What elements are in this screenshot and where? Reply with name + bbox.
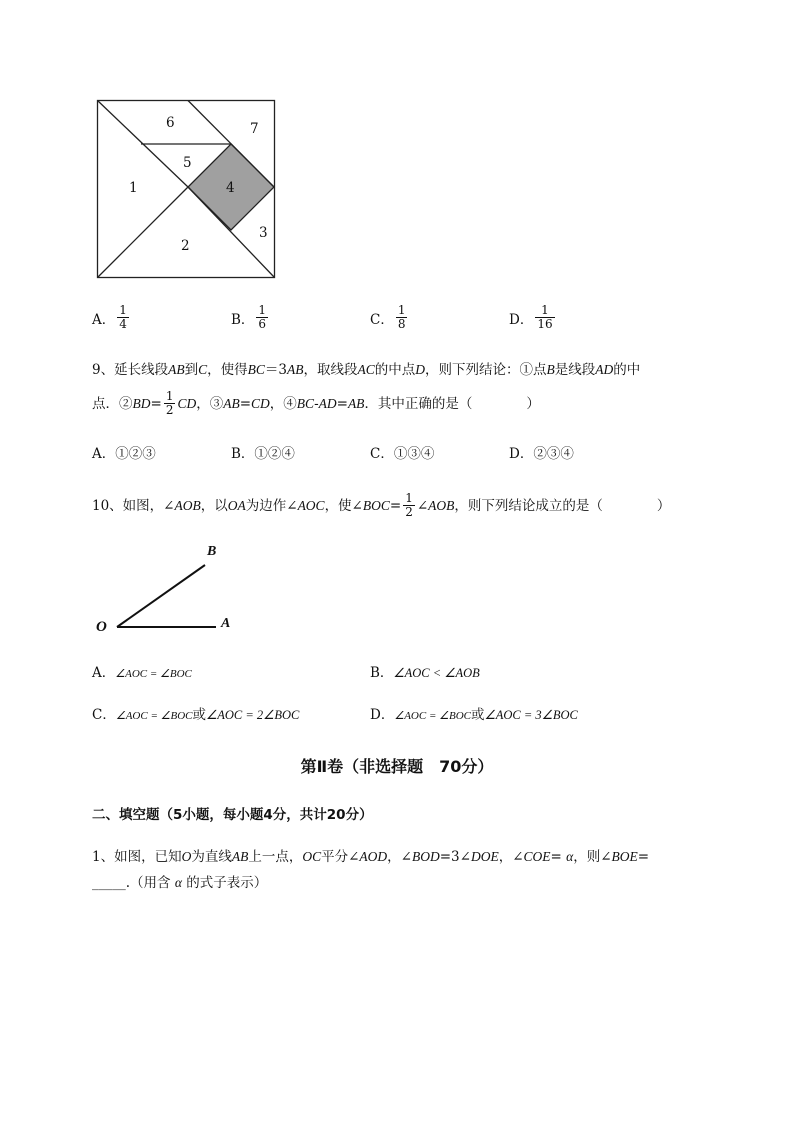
text: ，以 [200,497,228,514]
text: ，使得 [207,362,248,378]
var: AOD [359,849,388,864]
q8-option-c[interactable] [370,304,409,331]
var: C [198,362,208,377]
text: - [314,395,319,412]
text: 1、如图，已知 [92,849,182,865]
fill-q1-line-1 [92,847,649,867]
text: 点．② [92,395,133,412]
option-math: ∠AOC = ∠BOC [394,710,471,722]
angle-figure [92,540,242,640]
var: O [181,849,192,864]
text: ，取线段 [303,362,358,378]
text: ＝3 [264,362,287,378]
var: AB [223,395,240,411]
tangram-label-5: 5 [183,155,192,171]
denominator: 2 [405,505,413,519]
q9-option-c[interactable]: C．①③④ [370,446,435,462]
var: B [546,362,555,377]
var: α [566,849,574,864]
denominator: 8 [397,317,406,331]
option-math: ∠AOC = ∠BOC [115,668,192,680]
q10-option-c[interactable] [92,705,299,726]
text: = [336,395,348,412]
numerator: 1 [165,389,174,403]
var: BOD [411,849,440,864]
var: BOE [611,849,638,864]
option-letter: A． [92,665,116,681]
var: AB [231,849,249,864]
text: = [637,849,650,865]
fraction [117,304,129,331]
angle-label-o: O [96,619,107,635]
var: BC [296,395,315,411]
text: 上一点， [248,849,303,865]
denominator: 6 [258,317,267,331]
option-math: ∠AOC = ∠BOC [115,710,193,722]
numerator: 1 [258,303,267,317]
text: ，则∠ [573,849,612,865]
option-letter: C． [92,707,116,723]
angle-label-a: A [221,616,231,631]
fraction [535,304,554,331]
tangram-label-4: 4 [226,180,235,196]
text: 9、延长线段 [92,362,169,378]
fraction [396,304,408,331]
fraction [256,304,268,331]
text: 到 [184,362,199,378]
var: CD [251,395,270,411]
var: BD [132,395,151,411]
text: 10、如图，∠ [92,497,175,514]
q10-option-d[interactable] [370,705,578,726]
q9-line-2 [92,390,540,417]
q9-option-d[interactable]: D．②③④ [509,446,574,462]
var: CD [177,395,197,411]
text: 的式子表示） [181,875,268,891]
text: 的中点 [374,362,416,378]
text: 平分∠ [321,849,360,865]
option-math: ∠AOC < ∠AOB [393,666,480,680]
var: DOE [470,849,499,864]
q8-option-d[interactable] [509,304,557,331]
tangram-label-6: 6 [166,115,175,131]
q10-option-a[interactable] [92,663,192,684]
text: ，则下列结论：①点 [424,362,547,378]
var: BOC [362,497,390,513]
text: ，则下列结论成立的是（ ） [454,497,671,514]
text: ，∠ [498,849,524,865]
section-2-title: 第Ⅱ卷（非选择题 70分） [300,757,494,776]
text: = [150,395,162,412]
var: AC [357,362,375,377]
text: 为边作∠ [245,497,298,514]
var: AB [286,362,304,377]
text: = [239,395,252,412]
var: OC [302,849,322,864]
denominator: 2 [165,403,174,417]
option-math: ∠AOC = 3∠BOC [484,708,578,722]
tangram-label-1: 1 [129,180,138,196]
text: 为直线 [191,849,232,865]
q8-option-b[interactable] [231,304,270,331]
tangram-label-3: 3 [259,225,268,241]
text: ∠ [416,497,429,514]
var: BC [247,362,265,377]
var: COE [523,849,551,864]
option-letter: D． [370,707,395,723]
text: =3∠ [439,849,471,865]
var: D [415,362,425,377]
text: 的中 [613,362,641,378]
var: AOC [297,497,325,513]
numerator: 1 [119,303,127,317]
q8-option-a[interactable] [92,304,131,331]
text: = [550,849,567,865]
q9-line-1 [92,360,640,380]
numerator: 1 [405,491,413,505]
fraction-half [403,492,415,519]
var: AD [595,362,614,377]
q9-option-b[interactable]: B．①②④ [231,446,295,462]
fill-q1-line-2 [92,873,267,893]
answer-blank[interactable]: _____.（用含 [92,875,175,891]
var: AB [168,362,185,377]
text: ，④ [269,395,297,412]
option-letter: C． [370,311,394,328]
var: AOB [174,497,201,513]
fill-in-heading: 二、填空题（5小题，每小题4分，共计20分） [92,807,373,823]
option-letter: D． [509,311,534,328]
text: ，使∠ [324,497,363,514]
var: α [174,875,182,890]
text: 是线段 [554,362,596,378]
q10-stem [92,492,670,519]
tangram-label-2: 2 [181,238,190,254]
option-letter: B． [370,665,394,681]
numerator: 1 [541,303,549,317]
ray-ob [117,565,205,627]
text: ，③ [196,395,224,412]
var: AOB [428,497,455,513]
angle-label-b: B [207,544,217,559]
var: AB [347,395,365,411]
fraction-half [164,390,176,417]
option-letter: B． [231,311,255,328]
text: 或 [192,707,206,723]
q10-option-b[interactable] [370,663,480,683]
text: ．其中正确的是（ ） [364,395,540,412]
numerator: 1 [397,303,406,317]
var: AD [318,395,337,411]
option-letter: A． [92,311,116,328]
text: ，∠ [387,849,412,865]
text: = [389,497,402,514]
text: 或 [470,707,485,723]
tangram-label-7: 7 [250,121,259,137]
var: OA [227,497,246,513]
q9-option-a[interactable]: A．①②③ [92,446,156,462]
option-math: ∠AOC = 2∠BOC [206,708,300,722]
denominator: 4 [119,317,127,331]
denominator: 16 [537,317,553,331]
